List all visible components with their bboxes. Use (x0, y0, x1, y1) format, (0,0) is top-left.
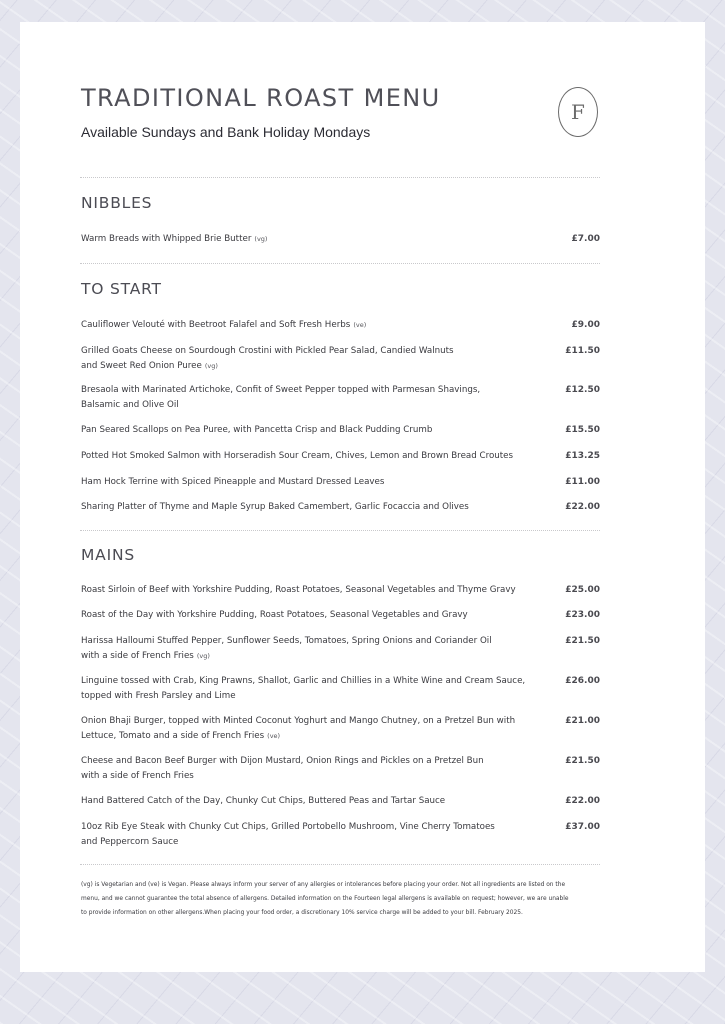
divider (80, 530, 600, 531)
menu-item: Linguine tossed with Crab, King Prawns, Shallot, Garlic and Chillies in a White Wine and Cream Sauce, topped with Fresh Parsley and Lime £26.00 (81, 676, 600, 701)
item-price: £11.50 (565, 346, 600, 356)
item-price: £15.50 (565, 425, 600, 435)
menu-item: Warm Breads with Whipped Brie Butter (vg) £7.00 (81, 232, 600, 247)
item-price: £37.00 (565, 822, 600, 832)
item-price: £21.00 (565, 716, 600, 726)
logo-letter: F (571, 100, 585, 124)
divider (80, 864, 600, 865)
menu-item: Onion Bhaji Burger, topped with Minted Coconut Yoghurt and Mango Chutney, on a Pretzel Bun with Lettuce, Tomato and a side of French Fries (ve) £21.00 (81, 716, 600, 741)
section-title-mains: MAINS (81, 546, 135, 564)
menu-item: Harissa Halloumi Stuffed Pepper, Sunflower Seeds, Tomatoes, Spring Onions and Coriander Oil with a side of French Fries (vg) £21.50 (81, 636, 600, 661)
item-price: £25.00 (565, 585, 600, 595)
item-price: £23.00 (565, 610, 600, 620)
menu-item: Cheese and Bacon Beef Burger with Dijon Mustard, Onion Rings and Pickles on a Pretzel Bun with a side of French Fries £21.50 (81, 756, 600, 781)
item-price: £13.25 (565, 451, 600, 461)
menu-item: Hand Battered Catch of the Day, Chunky Cut Chips, Buttered Peas and Tartar Sauce £22.00 (81, 794, 600, 809)
menu-item: Cauliflower Velouté with Beetroot Falafel and Soft Fresh Herbs (ve) £9.00 (81, 318, 600, 333)
allergen-footnote: (vg) is Vegetarian and (ve) is Vegan. Please always inform your server of any allergies or intolerances before placing your order. Not all ingredients are listed on the menu, and we cannot guarantee the total absence of allergens. Detailed information on the Fourteen legal allergens is available on request; however, we are unable to provide information on other allergens.When placing your food order, a discretionary 10% service charge will be added to your bill. February 2025. (81, 882, 569, 916)
item-price: £22.00 (565, 796, 600, 806)
divider (80, 177, 600, 178)
item-price: £9.00 (571, 320, 600, 330)
item-price: £21.50 (565, 636, 600, 646)
menu-item: Bresaola with Marinated Artichoke, Confit of Sweet Pepper topped with Parmesan Shavings, Balsamic and Olive Oil £12.50 (81, 385, 600, 410)
menu-item: Sharing Platter of Thyme and Maple Syrup Baked Camembert, Garlic Focaccia and Olives £22.00 (81, 500, 600, 515)
brand-logo (558, 87, 598, 137)
menu-item: 10oz Rib Eye Steak with Chunky Cut Chips, Grilled Portobello Mushroom, Vine Cherry Tomatoes and Peppercorn Sauce £37.00 (81, 822, 600, 847)
menu-item: Ham Hock Terrine with Spiced Pineapple and Mustard Dressed Leaves £11.00 (81, 475, 600, 490)
item-price: £11.00 (565, 477, 600, 487)
section-title-to-start: TO START (81, 280, 162, 298)
menu-title: TRADITIONAL ROAST MENU (81, 84, 441, 112)
divider (80, 263, 600, 264)
item-price: £26.00 (565, 676, 600, 686)
menu-item: Potted Hot Smoked Salmon with Horseradish Sour Cream, Chives, Lemon and Brown Bread Croutes £13.25 (81, 449, 600, 464)
menu-subtitle: Available Sundays and Bank Holiday Mondays (81, 124, 371, 140)
menu-item: Roast Sirloin of Beef with Yorkshire Pudding, Roast Potatoes, Seasonal Vegetables and Thyme Gravy £25.00 (81, 583, 600, 598)
item-price: £12.50 (565, 385, 600, 395)
menu-item: Pan Seared Scallops on Pea Puree, with Pancetta Crisp and Black Pudding Crumb £15.50 (81, 423, 600, 438)
section-title-nibbles: NIBBLES (81, 194, 153, 212)
item-price: £21.50 (565, 756, 600, 766)
menu-item: Grilled Goats Cheese on Sourdough Crostini with Pickled Pear Salad, Candied Walnuts and Sweet Red Onion Puree (vg) £11.50 (81, 346, 600, 371)
item-price: £7.00 (571, 234, 600, 244)
menu-item: Roast of the Day with Yorkshire Pudding, Roast Potatoes, Seasonal Vegetables and Gravy £23.00 (81, 608, 600, 623)
item-price: £22.00 (565, 502, 600, 512)
